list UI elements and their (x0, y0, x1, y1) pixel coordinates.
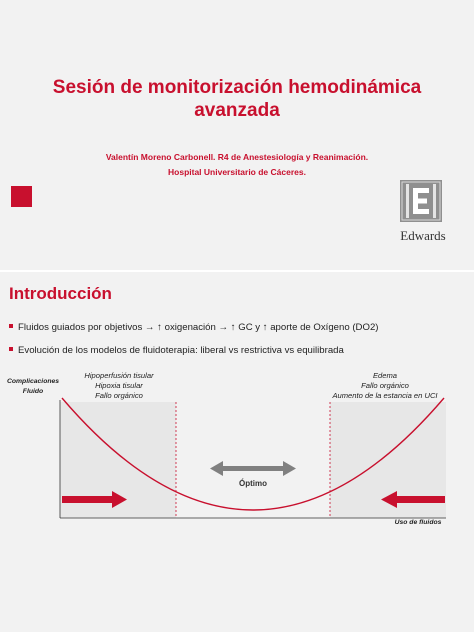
edwards-logo-icon (400, 180, 442, 222)
bullet-marker (9, 324, 13, 328)
intro-slide (0, 272, 474, 632)
author-line-1: Valentín Moreno Carbonell. R4 de Anestesiología y Reanimación. (105, 152, 369, 162)
author-line-2: Hospital Universitario de Cáceres. (168, 167, 306, 177)
logo-text: Edwards (400, 228, 446, 243)
left-note-1: Hipoperfusión tisular (84, 372, 154, 380)
edwards-logo (396, 180, 448, 248)
bullet-marker (9, 347, 13, 351)
bullet-item (9, 322, 378, 333)
right-note-2: Fallo orgánico (361, 381, 409, 390)
title-line-2: avanzada (194, 100, 280, 121)
section-heading: Introducción (9, 284, 112, 303)
optimal-label: Óptimo (239, 479, 267, 488)
bullet-item (9, 345, 344, 356)
red-square-decoration (11, 186, 32, 207)
title-line-1: Sesión de monitorización hemodinámica (52, 77, 422, 98)
bullet-text: Fluidos guiados por objetivos → ↑ oxigenación → ↑ GC y ↑ aporte de Oxígeno (DO2) (18, 322, 379, 333)
bullet-text: Evolución de los modelos de fluidoterapia: liberal vs restrictiva vs equilibrada (18, 345, 344, 356)
x-axis-label: Uso de fluidos (394, 519, 442, 526)
fluid-therapy-diagram (0, 372, 474, 632)
presentation-title (0, 76, 474, 122)
left-note-3: Fallo orgánico (95, 391, 143, 400)
author-info (0, 150, 474, 180)
y-axis-label-line-1: Complicaciones (6, 378, 60, 385)
right-note-1: Edema (372, 372, 398, 380)
y-axis-label-line-2: Fluido (22, 388, 44, 395)
optimal-range-arrow (210, 461, 296, 476)
left-note-2: Hipoxia tisular (95, 381, 143, 390)
title-slide (0, 0, 474, 270)
right-note-3: Aumento de la estancia en UCI (332, 391, 438, 400)
